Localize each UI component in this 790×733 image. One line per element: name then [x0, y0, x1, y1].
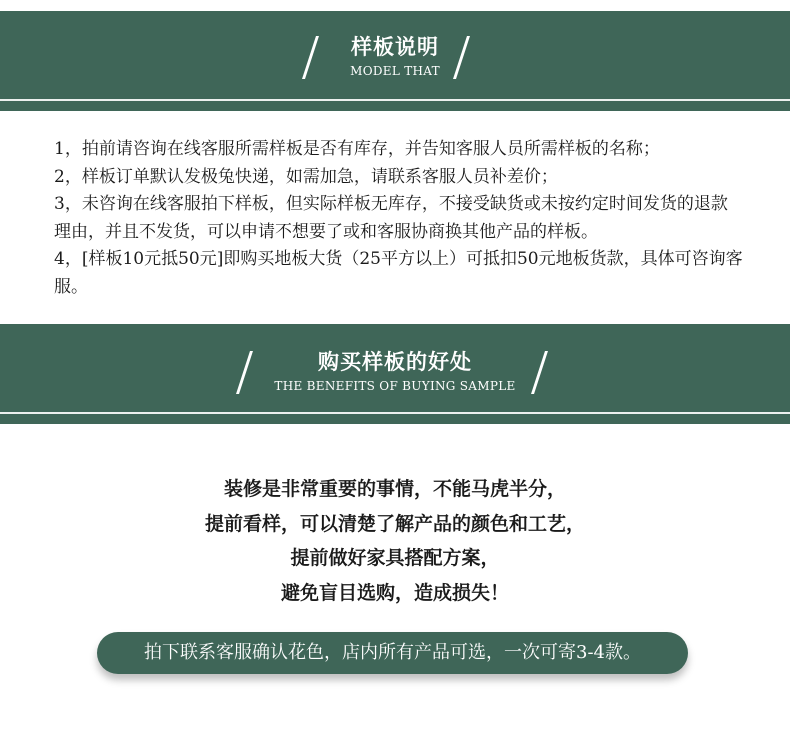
header-divider [0, 99, 790, 101]
section-title [0, 349, 790, 394]
instructions-list [54, 136, 744, 301]
benefit-line: 装修是非常重要的事情，不能马虎半分， [223, 478, 566, 500]
benefit-line: 避免盲目选购，造成损失！ [280, 581, 509, 604]
benefit-line: 提前看样，可以清楚了解产品的颜色和工艺， [204, 512, 585, 535]
instruction-item: 4，[样板10元抵50元]即购买地板大货（25平方以上）可抵扣50元地板货款，具体可咨询客服。 [54, 249, 743, 297]
benefit-line: 提前做好家具搭配方案， [290, 547, 500, 569]
instruction-item: 1，拍前请咨询在线客服所需样板是否有库存，并告知客服人员所需样板的名称； [54, 139, 660, 159]
contact-notice-banner: 拍下联系客服确认花色，店内所有产品可选，一次可寄3-4款。 [97, 632, 688, 674]
section-title-cn: 购买样板的好处 [318, 349, 472, 374]
instruction-item: 2，样板订单默认发极兔快递，如需加急，请联系客服人员补差价； [54, 166, 558, 187]
instruction-item: 3，未咨询在线客服拍下样板，但实际样板无库存，不接受缺货或未按约定时间发货的退款理由，并且不发货，可以申请不想要了或和客服协商换其他产品的样板。 [54, 194, 728, 242]
section-title [0, 34, 790, 79]
section-title-en: THE BENEFITS OF BUYING SAMPLE [274, 379, 516, 393]
section-title-en: MODEL THAT [350, 64, 440, 78]
header-divider [0, 412, 790, 414]
section-title-cn: 样板说明 [351, 34, 439, 59]
benefits-text [0, 472, 790, 610]
